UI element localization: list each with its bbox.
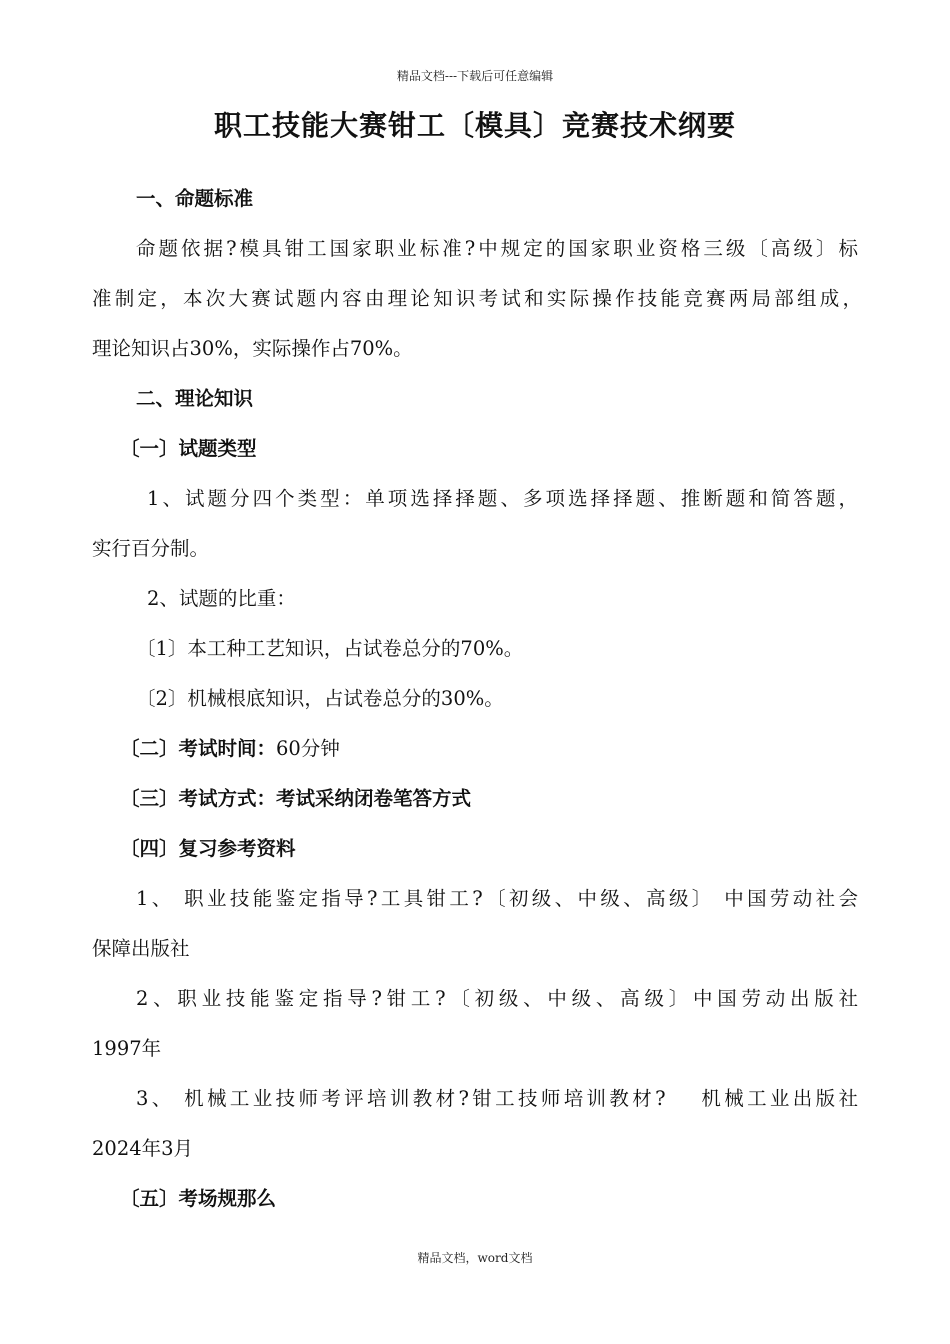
subsection-heading: 〔五〕考场规那么 xyxy=(120,1187,277,1210)
reference-line: 2024年3月 xyxy=(92,1137,194,1160)
exam-time-value: 60分钟 xyxy=(276,737,340,760)
subsection-heading: 〔三〕考试方式：考试采纳闭卷笔答方式 xyxy=(120,787,472,810)
reference-line: 1、 职业技能鉴定指导?工具钳工?〔初级、中级、高级〕 中国劳动社会 xyxy=(136,887,858,910)
section-heading-1: 一、命题标准 xyxy=(136,187,254,210)
subsection-heading: 〔一〕试题类型 xyxy=(120,437,257,460)
paragraph-line: 1、试题分四个类型：单项选择择题、多项选择择题、推断题和简答题， xyxy=(147,487,858,510)
reference-line: 2、职业技能鉴定指导?钳工?〔初级、中级、高级〕中国劳动出版社 xyxy=(136,987,858,1010)
reference-line: 1997年 xyxy=(92,1037,162,1060)
reference-line: 保障出版社 xyxy=(92,937,190,960)
paragraph-line: 准制定，本次大赛试题内容由理论知识考试和实际操作技能竞赛两局部组成， xyxy=(92,287,862,310)
paragraph-line: 实行百分制。 xyxy=(92,537,210,560)
document-title: 职工技能大赛钳工〔模具〕竞赛技术纲要 xyxy=(213,109,736,142)
subsection-heading: 〔二〕考试时间： xyxy=(120,737,277,760)
page-footer: 精品文档，word文档 xyxy=(417,1251,533,1265)
paragraph-line: 2、试题的比重： xyxy=(147,587,296,610)
exam-time-line xyxy=(120,736,890,762)
paragraph-line: 命题依据?模具钳工国家职业标准?中规定的国家职业资格三级〔高级〕标 xyxy=(136,237,858,260)
paragraph-line: 〔2〕机械根底知识，占试卷总分的30%。 xyxy=(136,687,504,710)
paragraph-line: 理论知识占30%，实际操作占70%。 xyxy=(92,337,413,360)
subsection-heading: 〔四〕复习参考资料 xyxy=(120,837,296,860)
reference-line: 3、 机械工业技师考评培训教材?钳工技师培训教材? 机械工业出版社 xyxy=(136,1087,858,1110)
page-header: 精品文档---下载后可任意编辑 xyxy=(396,69,554,83)
paragraph-line: 〔1〕本工种工艺知识，占试卷总分的70%。 xyxy=(136,637,524,660)
section-heading-2: 二、理论知识 xyxy=(136,387,254,410)
